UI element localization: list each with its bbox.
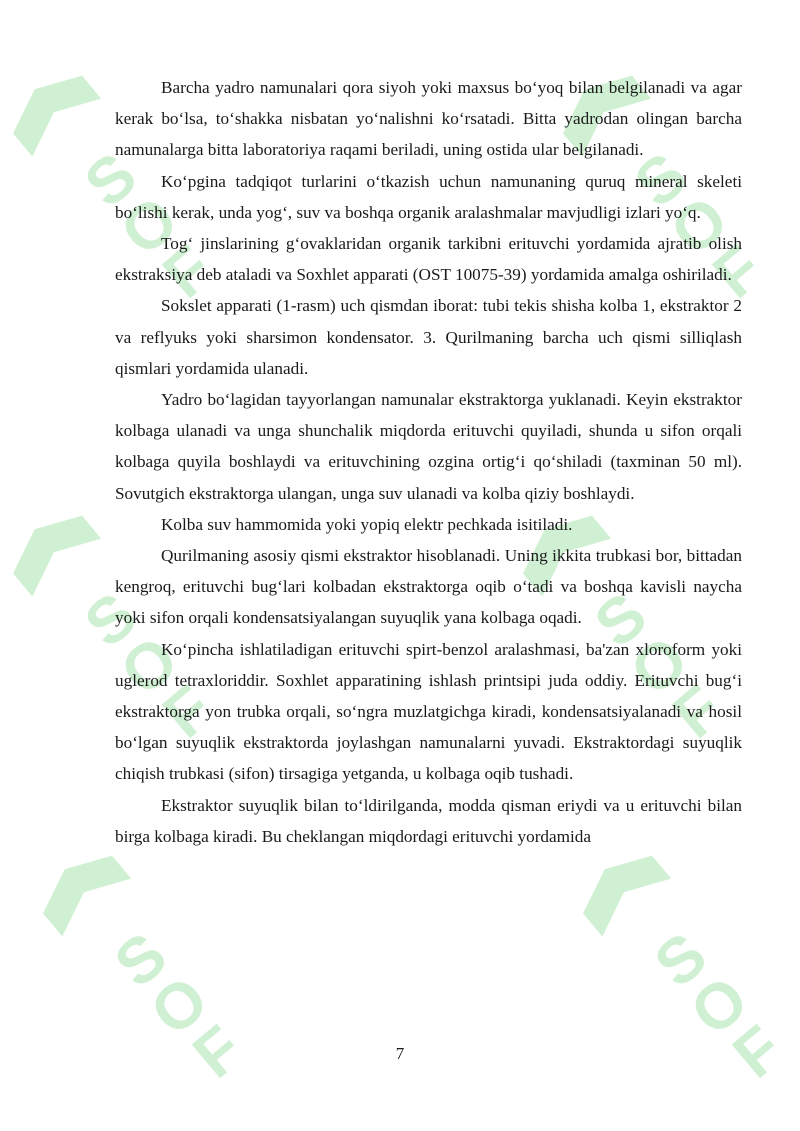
- svg-text:O: O: [676, 962, 762, 1050]
- svg-text:O: O: [106, 182, 192, 270]
- svg-text:S: S: [641, 918, 720, 1001]
- paragraph: Barcha yadro namunalari qora siyoh yoki maxsus bo‘yoq bilan belgilanadi va agar kerak bo‘lsa, to‘shakka nisbatan yo‘nalishni ko‘rsatadi. Bitta yadrodan olingan barcha namunalarga bitta laboratoriya raqami beriladi, uning ostida ular belgilanadi.: [115, 78, 742, 160]
- svg-text:S: S: [621, 138, 700, 221]
- svg-text:O: O: [136, 962, 222, 1050]
- page-number: 7: [395, 1044, 405, 1063]
- paragraph: Kolba suv hammomida yoki yopiq elektr pechkada isitiladi.: [161, 514, 573, 534]
- paragraph: Yadro bo‘lagidan tayyorlangan namunalar ekstraktorga yuklanadi. Keyin ekstraktor kolbaga ulanadi va unga shunchalik miqdorda erituvchi quyiladi, shunda u sifon orqali kolbaga quyila boshlaydi va erituvchining ozgina ortig‘i qo‘shiladi (taxminan 50 ml). Sovutgich ekstraktorga ulangan, unga suv ulanadi va kolba qiziy boshlaydi.: [115, 390, 742, 503]
- document-body: [115, 72, 742, 852]
- svg-text:F: F: [699, 231, 776, 312]
- svg-text:O: O: [106, 622, 192, 710]
- paragraph: Qurilmaning asosiy qismi ekstraktor hisoblanadi. Uning ikkita trubkasi bor, bittadan kengroq, erituvchi bug‘lari kolbadan ekstraktorga oqib o‘tadi va boshqa kavisli naycha yoki sifon orqali kondensatsiyalangan suyuqlik yana kolbaga oqadi.: [115, 546, 742, 628]
- soff-watermark-logo: [542, 812, 800, 1118]
- svg-text:F: F: [149, 671, 226, 752]
- soff-watermark-logo: [2, 812, 288, 1118]
- svg-text:F: F: [719, 1011, 796, 1092]
- svg-text:S: S: [581, 578, 660, 661]
- svg-text:F: F: [179, 1011, 256, 1092]
- svg-text:F: F: [149, 231, 226, 312]
- paragraph: Ko‘pgina tadqiqot turlarini o‘tkazish uchun namunaning quruq mineral skeleti bo‘lishi kerak, unda yog‘, suv va boshqa organik aralashmalar mavjudligi izlari yo‘q.: [115, 171, 742, 222]
- svg-text:S: S: [71, 138, 150, 221]
- svg-text:F: F: [659, 671, 736, 752]
- paragraph: Tog‘ jinslarining g‘ovaklaridan organik tarkibni erituvchi yordamida ajratib olish ekstraksiya deb ataladi va Soxhlet apparati (OST 10075-39) yordamida amalga oshiriladi.: [115, 234, 742, 285]
- paragraph: Ekstraktor suyuqlik bilan to‘ldirilganda, modda qisman eriydi va u erituvchi bilan birga kolbaga kiradi. Bu cheklangan miqdordagi erituvchi yordamida: [115, 795, 742, 846]
- paragraph: Ko‘pincha ishlatiladigan erituvchi spirt-benzol aralashmasi, ba'zan xloroform yoki uglerod tetraxloriddir. Soxhlet apparatining ishlash printsipi juda oddiy. Erituvchi bug‘i ekstraktorga yon trubka orqali, so‘ngra muzlatgichga kiradi, kondensatsiyalanadi va hosil bo‘lgan suyuqlik ekstraktorda joylashgan namunalarni yuvadi. Ekstraktordagi suyuqlik chiqish trubkasi (sifon) tirsagiga yetganda, u kolbaga oqib tushadi.: [115, 639, 742, 784]
- svg-text:O: O: [656, 182, 742, 270]
- svg-text:O: O: [616, 622, 702, 710]
- svg-text:S: S: [101, 918, 180, 1001]
- paragraph: Sokslet apparati (1-rasm) uch qismdan iborat: tubi tekis shisha kolba 1, ekstraktor 2 va reflyuks yoki sharsimon kondensator. 3. Qurilmaning barcha uch qismi silliqlash qismlari yordamida ulanadi.: [115, 296, 742, 378]
- svg-text:S: S: [71, 578, 150, 661]
